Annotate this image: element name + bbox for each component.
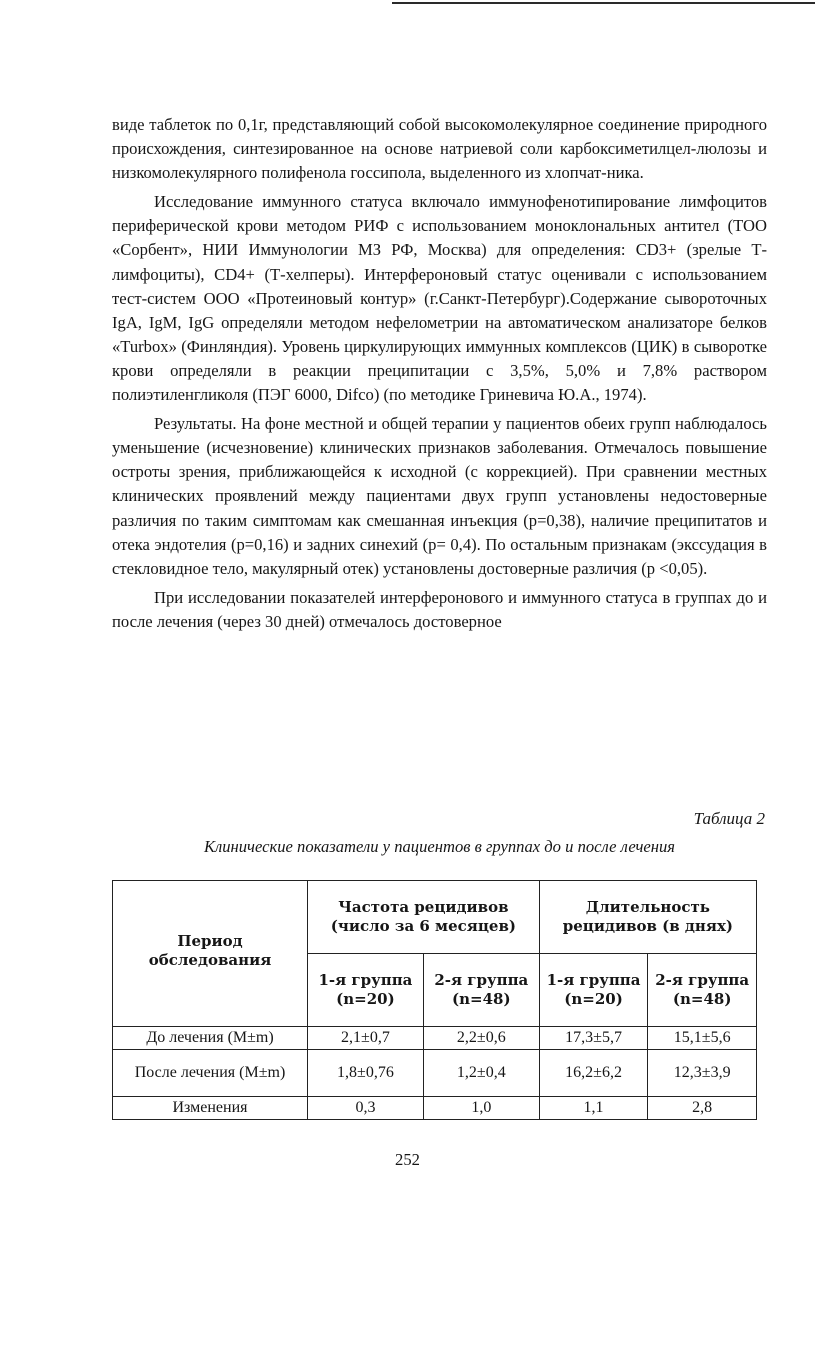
table-cell: 17,3±5,7 [539, 1027, 648, 1050]
table-row [113, 1027, 757, 1050]
table-cell: 1,1 [539, 1097, 648, 1120]
paragraph: При исследовании показателей интерферонового и иммунного статуса в группах до и после лечения (через 30 дней) отмечалось достоверное [112, 587, 767, 631]
table-cell: 1,2±0,4 [423, 1050, 539, 1097]
header-group-1: 1-я группа (n=20) [539, 954, 648, 1027]
table-row [113, 1050, 757, 1097]
table-title: Клинические показатели у пациентов в группах до и после лечения [203, 837, 676, 856]
header-group-2: 2-я группа (n=48) [423, 954, 539, 1027]
row-label: Изменения [113, 1097, 308, 1120]
table-cell: 2,1±0,7 [308, 1027, 424, 1050]
table-cell: 16,2±6,2 [539, 1050, 648, 1097]
table-cell: 12,3±3,9 [648, 1050, 757, 1097]
body-text [112, 113, 767, 639]
table-cell: 2,8 [648, 1097, 757, 1120]
header-frequency: Частота рецидивов (число за 6 месяцев) [308, 881, 540, 954]
paragraph: Исследование иммунного статуса включало иммунофенотипирование лимфоцитов периферической крови методом РИФ с использованием моноклональных антител (ТОО «Сорбент», НИИ Иммунологии МЗ РФ, Москва) для определения: CD3+ (зрелые Т-лимфоциты), CD4+ (Т-хелперы). Интерфероновый статус оценивали с использованием тест-систем ООО «Протеиновый контур» (г.Санкт-Петербург).Содержание сывороточных IgA, IgM, IgG определяли методом нефелометрии на автоматическом анализаторе белков «Turbox» (Финляндия). Уровень циркулирующих иммунных комплексов (ЦИК) в сыворотке крови определяли в реакции преципитации с 3,5%, 5,0% и 7,8% раствором полиэтиленгликоля (ПЭГ 6000, Difco) (по методике Гриневича Ю.А., 1974). [112, 192, 767, 405]
table-number: Таблица 2 [693, 809, 765, 828]
page-number: 252 [395, 1150, 420, 1169]
row-label: До лечения (M±m) [113, 1027, 308, 1050]
table-header-row [113, 881, 757, 954]
clinical-table [112, 880, 757, 1120]
table-cell: 1,8±0,76 [308, 1050, 424, 1097]
header-group-2: 2-я группа (n=48) [648, 954, 757, 1027]
table-cell: 0,3 [308, 1097, 424, 1120]
table-cell: 2,2±0,6 [423, 1027, 539, 1050]
header-group-1: 1-я группа (n=20) [308, 954, 424, 1027]
top-rule [392, 2, 815, 4]
header-duration: Длительность рецидивов (в днях) [539, 881, 756, 954]
row-label: После лечения (M±m) [113, 1050, 308, 1097]
header-period: Период обследования [113, 881, 308, 1027]
table-cell: 1,0 [423, 1097, 539, 1120]
table-row [113, 1097, 757, 1120]
table-cell: 15,1±5,6 [648, 1027, 757, 1050]
paragraph: виде таблеток по 0,1г, представляющий собой высокомолекулярное соединение природного происхождения, синтезированное на основе натриевой соли карбоксиметилцел-люлозы и низкомолекулярного полифенола госсипола, выделенного из хлопчат-ника. [112, 115, 767, 183]
paragraph: Результаты. На фоне местной и общей терапии у пациентов обеих групп наблюдалось уменьшение (исчезновение) клинических признаков заболевания. Отмечалось повышение остроты зрения, приближающейся к исходной (с коррекцией). При сравнении местных клинических проявлений между пациентами двух групп установлены недостоверные различия по таким симптомам как смешанная инъекция (р=0,38), наличие преципитатов и отека эндотелия (р=0,16) и задних синехий (р= 0,4). По остальным признакам (экссудация в стекловидное тело, макулярный отек) установлены достоверные различия (р <0,05). [112, 414, 767, 578]
